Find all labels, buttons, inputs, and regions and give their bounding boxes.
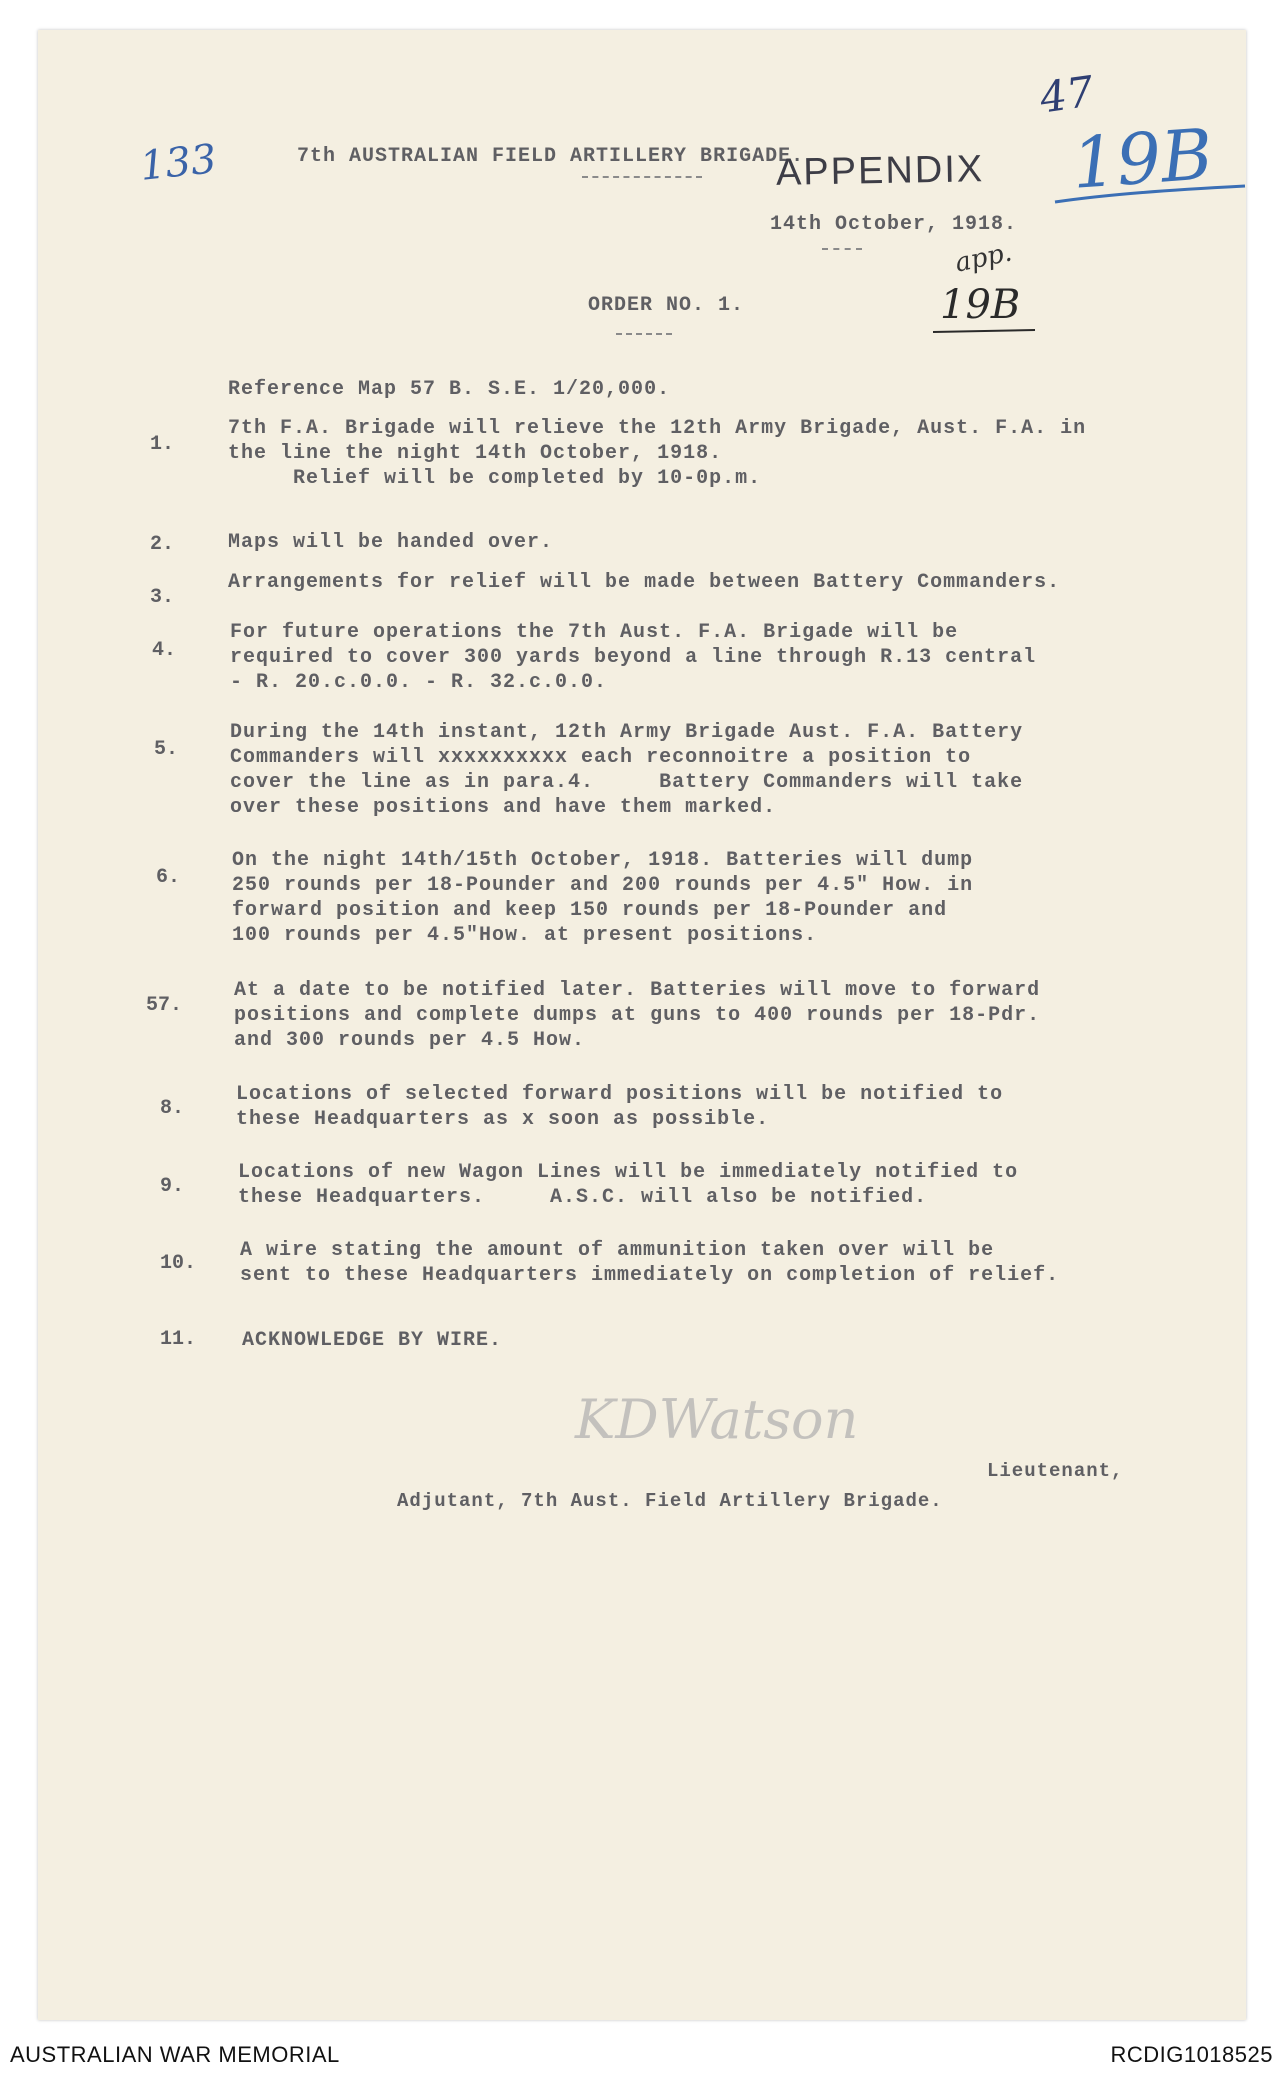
paragraph-line: Relief will be completed by 10-0p.m.	[228, 467, 762, 490]
appendix-stamp: APPENDIX	[775, 148, 985, 194]
paragraph-number: 2.	[150, 533, 175, 556]
order-underline	[616, 333, 672, 335]
footer-record-id: RCDIG1018525	[1110, 2042, 1273, 2067]
paragraph-body	[228, 530, 553, 555]
paragraph-line: these Headquarters as x soon as possible.	[236, 1108, 770, 1131]
heading-underline	[582, 176, 702, 178]
unit-heading: 7th AUSTRALIAN FIELD ARTILLERY BRIGADE.	[297, 145, 805, 168]
paragraph-line: and 300 rounds per 4.5 How.	[234, 1029, 586, 1052]
paragraph-number: 8.	[160, 1097, 185, 1120]
paragraph-body	[230, 620, 1036, 695]
paragraph-number: 9.	[160, 1175, 185, 1198]
paragraph-line: At a date to be notified later. Batteries will move to forward	[234, 979, 1041, 1002]
paragraph-line: For future operations the 7th Aust. F.A. Brigade will be	[230, 621, 959, 644]
footer-archive-name: AUSTRALIAN WAR MEMORIAL	[10, 2042, 340, 2067]
paragraph-body	[232, 848, 973, 948]
signatory-title: Adjutant, 7th Aust. Field Artillery Brigade.	[397, 1490, 943, 1512]
paragraph-line: the line the night 14th October, 1918.	[228, 442, 723, 465]
paragraph-line: Maps will be handed over.	[228, 531, 554, 554]
paragraph-line: cover the line as in para.4. Battery Commanders will take	[230, 771, 1024, 794]
paragraph-line: During the 14th instant, 12th Army Brigade Aust. F.A. Battery	[230, 721, 1024, 744]
app-note: app.	[952, 237, 1015, 279]
paragraph-number: 4.	[152, 639, 177, 662]
paragraph-line: - R. 20.c.0.0. - R. 32.c.0.0.	[230, 671, 608, 694]
order-number: ORDER NO. 1.	[588, 294, 745, 317]
paragraph-number: 57.	[146, 994, 183, 1017]
paragraph-body	[228, 416, 1086, 491]
paragraph-line: sent to these Headquarters immediately on completion of relief.	[240, 1264, 1060, 1287]
paragraph-line: these Headquarters. A.S.C. will also be notified.	[238, 1186, 928, 1209]
paragraph-body	[230, 720, 1023, 820]
paragraph-line: ACKNOWLEDGE BY WIRE.	[242, 1329, 503, 1352]
paragraph-line: Locations of new Wagon Lines will be immediately notified to	[238, 1161, 1019, 1184]
page-code: 19B	[1069, 113, 1216, 205]
paragraph-body	[236, 1082, 1003, 1132]
paragraph-line: forward position and keep 150 rounds per 18-Pounder and	[232, 899, 948, 922]
paragraph-line: On the night 14th/15th October, 1918. Batteries will dump	[232, 849, 974, 872]
paragraph-line: 7th F.A. Brigade will relieve the 12th Army Brigade, Aust. F.A. in	[228, 417, 1087, 440]
paragraph-line: 250 rounds per 18-Pounder and 200 rounds per 4.5" How. in	[232, 874, 974, 897]
paragraph-body	[238, 1160, 1018, 1210]
app-code: 19B	[940, 282, 1021, 328]
handwritten-signature	[565, 1372, 875, 1462]
page-code-underline	[1050, 180, 1250, 210]
paragraph-line: Commanders will xxxxxxxxxx each reconnoitre a position to	[230, 746, 972, 769]
order-date: 14th October, 1918.	[770, 213, 1018, 236]
paragraph-body	[234, 978, 1040, 1053]
paragraph-body	[228, 570, 1060, 595]
paragraph-number: 3.	[150, 586, 175, 609]
signatory-rank: Lieutenant,	[987, 1460, 1124, 1482]
paragraph-number: 1.	[150, 433, 175, 456]
paragraph-number: 10.	[160, 1252, 197, 1275]
date-underline	[822, 248, 862, 250]
paragraph-body	[242, 1328, 502, 1353]
paragraph-line: 100 rounds per 4.5"How. at present positions.	[232, 924, 818, 947]
paragraph-number: 11.	[160, 1328, 197, 1351]
paragraph-line: required to cover 300 yards beyond a line through R.13 central	[230, 646, 1037, 669]
reference-map: Reference Map 57 B. S.E. 1/20,000.	[228, 378, 671, 401]
paragraph-line: over these positions and have them marked.	[230, 796, 777, 819]
paragraph-line: Locations of selected forward positions will be notified to	[236, 1083, 1004, 1106]
paragraph-number: 6.	[156, 866, 181, 889]
paragraph-line: A wire stating the amount of ammunition taken over will be	[240, 1239, 995, 1262]
paragraph-line: positions and complete dumps at guns to 400 rounds per 18-Pdr.	[234, 1004, 1041, 1027]
page-number-top: 47	[1036, 66, 1097, 123]
folio-number: 133	[137, 136, 219, 190]
paragraph-line: Arrangements for relief will be made between Battery Commanders.	[228, 571, 1061, 594]
app-code-underline	[930, 326, 1040, 338]
paragraph-body	[240, 1238, 1059, 1288]
paragraph-number: 5.	[154, 738, 179, 761]
signature-text: KDWatson	[575, 1388, 859, 1451]
